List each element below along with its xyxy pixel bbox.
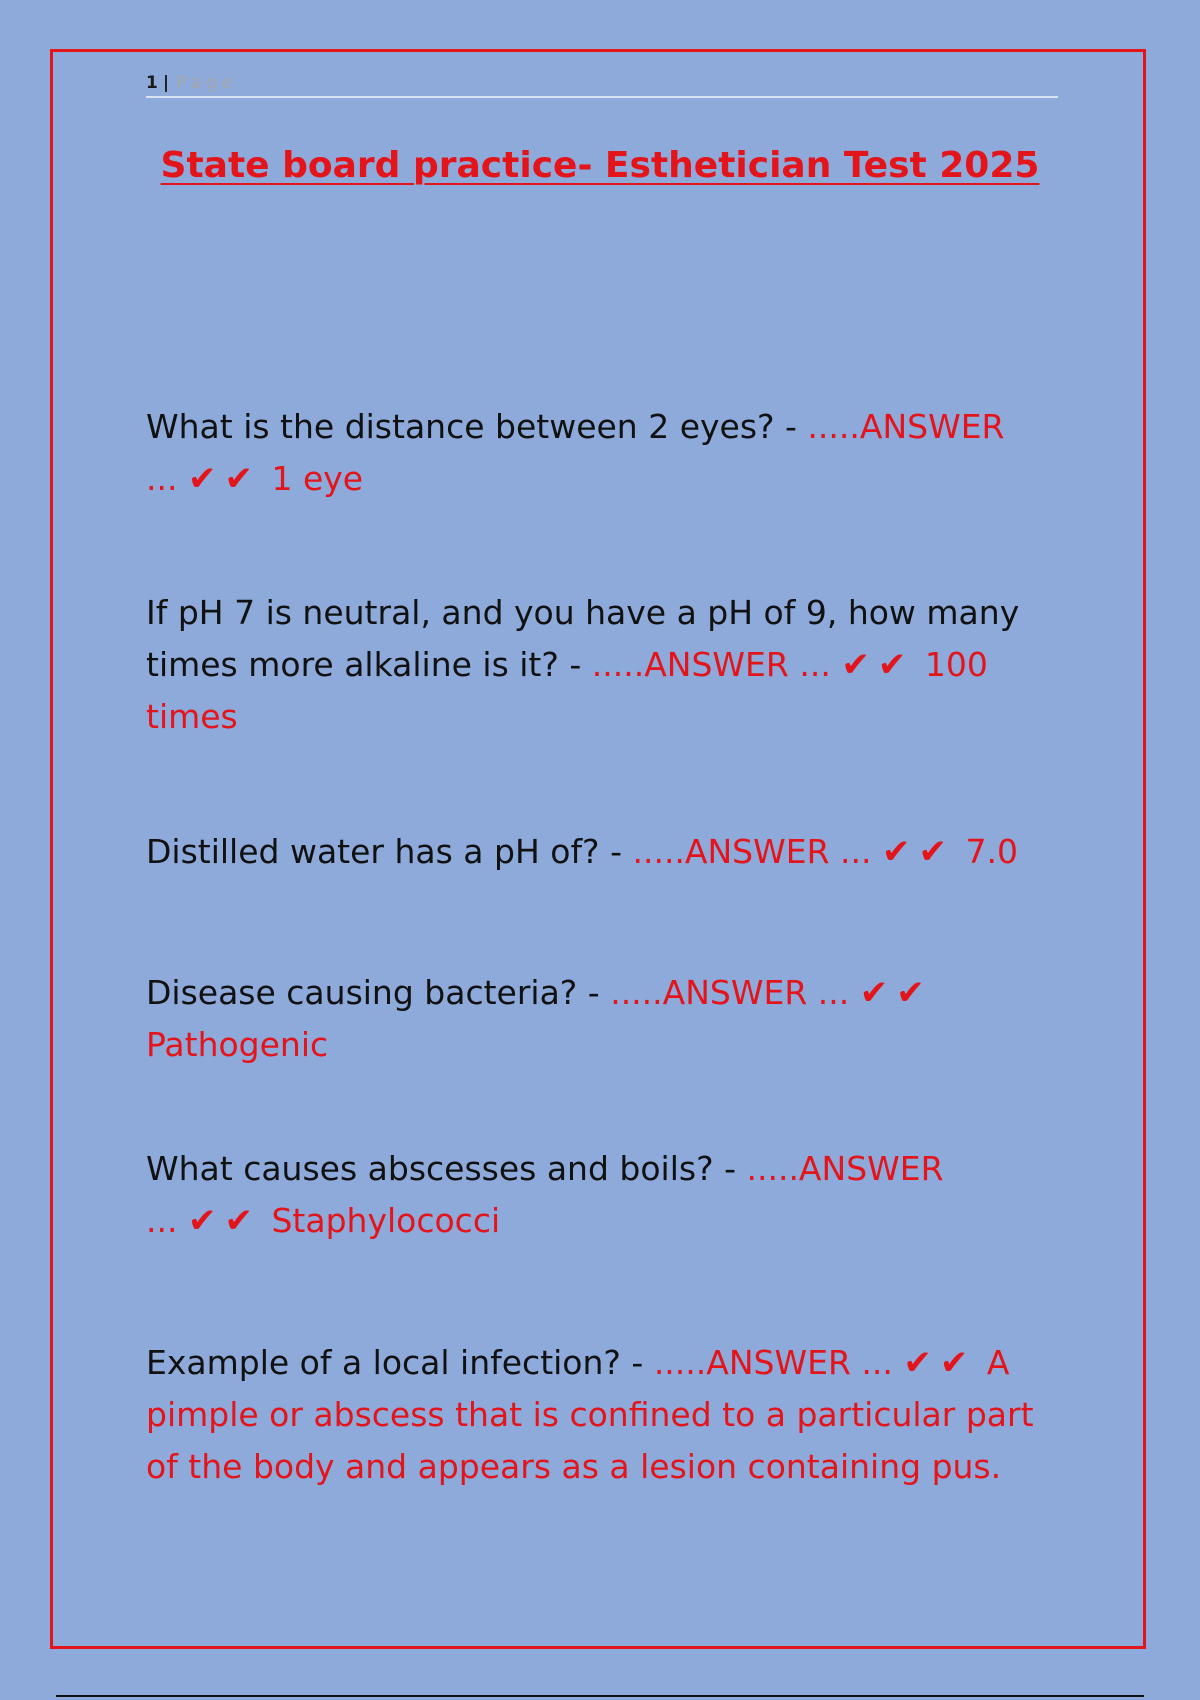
checkmark-icon: ✔ xyxy=(841,645,870,685)
question-text: Example of a local infection? - xyxy=(146,1343,654,1382)
answer-ellipsis: ... xyxy=(861,1343,893,1382)
checkmark-icon: ✔ xyxy=(903,1343,932,1383)
page-separator: | xyxy=(162,73,173,93)
page-number: 1 xyxy=(146,73,161,93)
answer-text: A pimple or abscess that is confined to a particular part of the body and appears as a lesion containing pus. xyxy=(146,1343,1034,1486)
answer-text: 1 eye xyxy=(271,459,364,498)
answer-marker: .....ANSWER xyxy=(653,1343,851,1382)
page-label: Page xyxy=(176,73,238,93)
question-text: Distilled water has a pH of? - xyxy=(146,832,633,871)
answer-marker: .....ANSWER xyxy=(632,832,830,871)
question-text: What is the distance between 2 eyes? - xyxy=(146,407,808,446)
document-title: State board practice- Esthetician Test 2025 xyxy=(160,145,1040,186)
answer-ellipsis: ... xyxy=(146,459,178,498)
answer-ellipsis: ... xyxy=(146,1201,178,1240)
checkmark-icon: ✔ xyxy=(918,832,948,872)
answer-marker: .....ANSWER xyxy=(610,973,808,1012)
checkmark-icon: ✔ xyxy=(877,645,907,685)
qa-item-1 xyxy=(146,401,1058,505)
answer-ellipsis: ... xyxy=(840,832,872,871)
qa-item-3 xyxy=(146,826,1058,878)
checkmark-icon: ✔ xyxy=(896,973,925,1013)
checkmark-icon: ✔ xyxy=(224,1201,253,1241)
checkmark-icon: ✔ xyxy=(939,1343,969,1383)
qa-item-2 xyxy=(146,587,1058,743)
answer-text: 100 times xyxy=(146,645,988,736)
answer-marker: .....ANSWER xyxy=(591,645,789,684)
checkmark-icon: ✔ xyxy=(859,973,889,1013)
answer-marker: .....ANSWER xyxy=(746,1149,944,1188)
checkmark-icon: ✔ xyxy=(187,1201,217,1241)
question-text: Disease causing bacteria? - xyxy=(146,973,611,1012)
checkmark-icon: ✔ xyxy=(187,459,217,499)
answer-marker: .....ANSWER xyxy=(807,407,1005,446)
question-text: If pH 7 is neutral, and you have a pH of 9, how many times more alkaline is it? - xyxy=(146,593,1020,684)
checkmark-icon: ✔ xyxy=(224,459,253,499)
answer-ellipsis: ... xyxy=(817,973,850,1012)
answer-text: Staphylococci xyxy=(271,1201,501,1240)
qa-item-4 xyxy=(146,967,1058,1071)
answer-text: 7.0 xyxy=(965,832,1019,871)
question-text: What causes abscesses and boils? - xyxy=(146,1149,747,1188)
qa-item-5 xyxy=(146,1143,1058,1247)
bottom-divider xyxy=(56,1695,1144,1697)
answer-text: Pathogenic xyxy=(146,1025,329,1064)
page-header xyxy=(146,70,1058,98)
checkmark-icon: ✔ xyxy=(882,832,911,872)
qa-item-6 xyxy=(146,1337,1058,1493)
answer-ellipsis: ... xyxy=(799,645,831,684)
